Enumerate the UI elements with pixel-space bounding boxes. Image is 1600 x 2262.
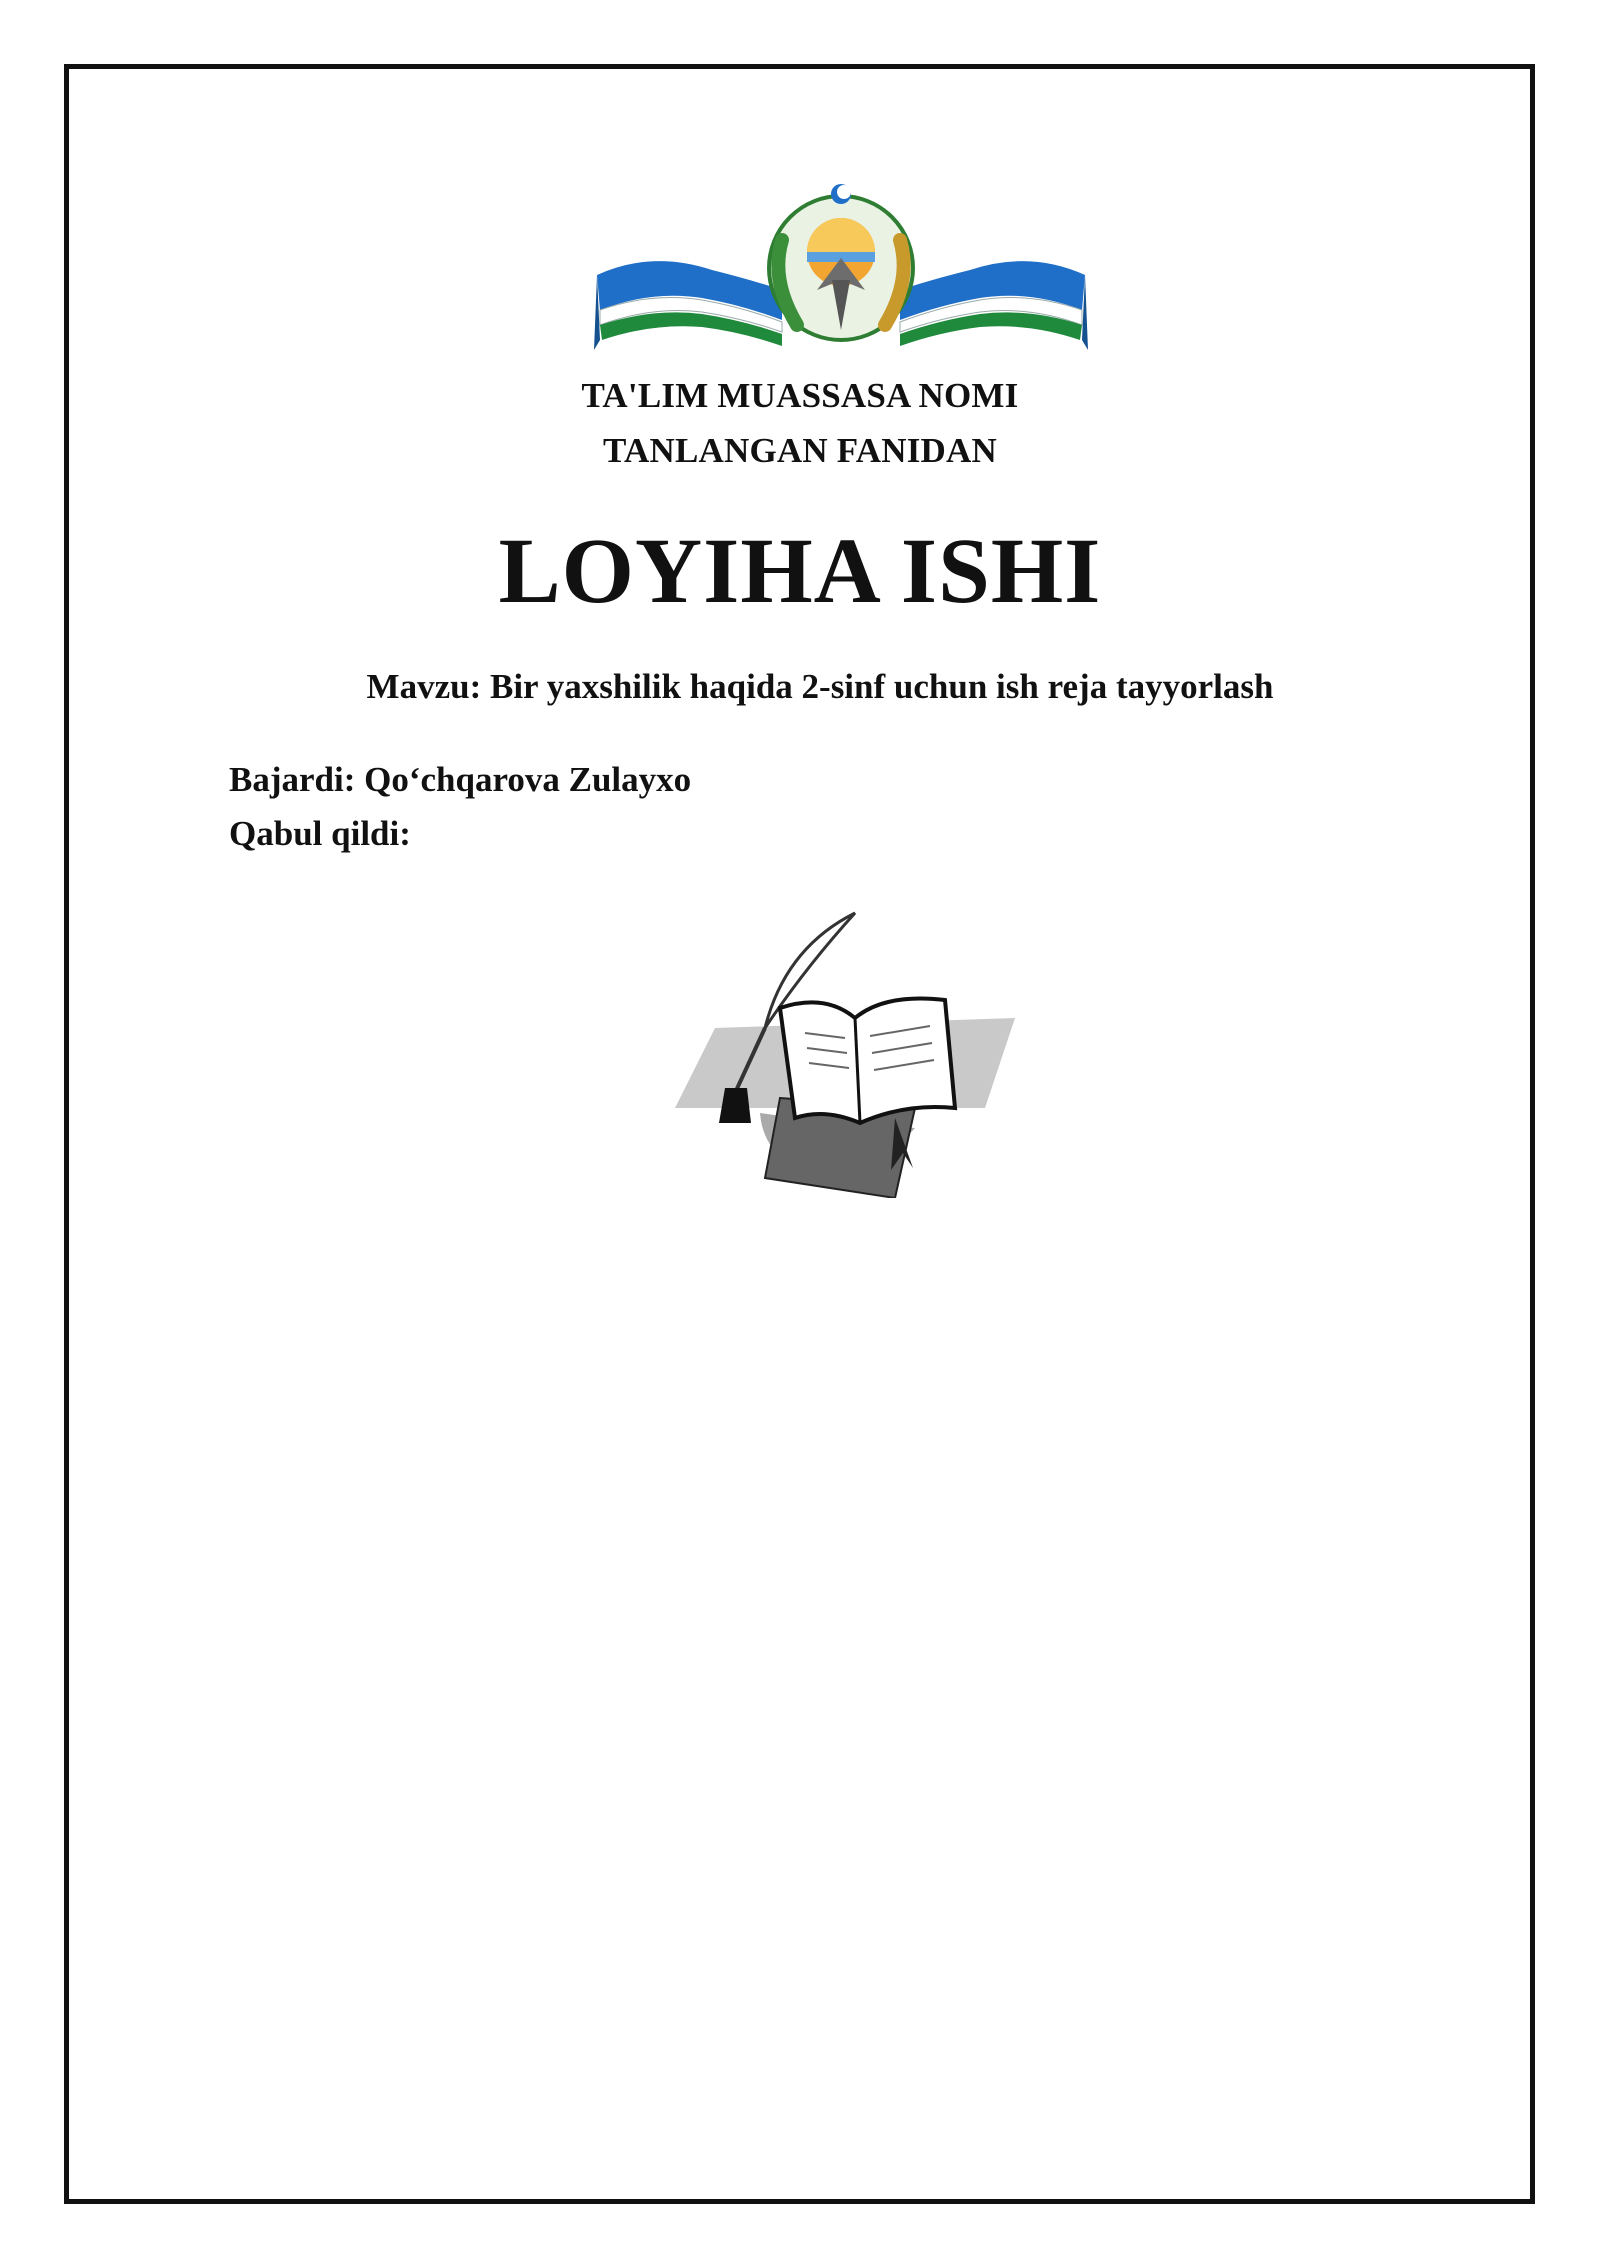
quill-and-books-icon <box>655 908 1020 1198</box>
subject-name: TANLANGAN FANIDAN <box>603 431 997 470</box>
performed-by-field: Bajardi: Qo‘chqarova Zulayxo <box>229 760 692 799</box>
institution-name: TA'LIM MUASSASA NOMI <box>581 376 1019 415</box>
state-emblem-icon <box>592 180 1090 360</box>
document-title: LOYIHA ISHI <box>498 520 1102 623</box>
accepted-by-field: Qabul qildi: <box>229 814 411 853</box>
topic-line: Mavzu: Bir yaxshilik haqida 2-sinf uchun ish reja tayyorlash <box>366 667 1274 706</box>
